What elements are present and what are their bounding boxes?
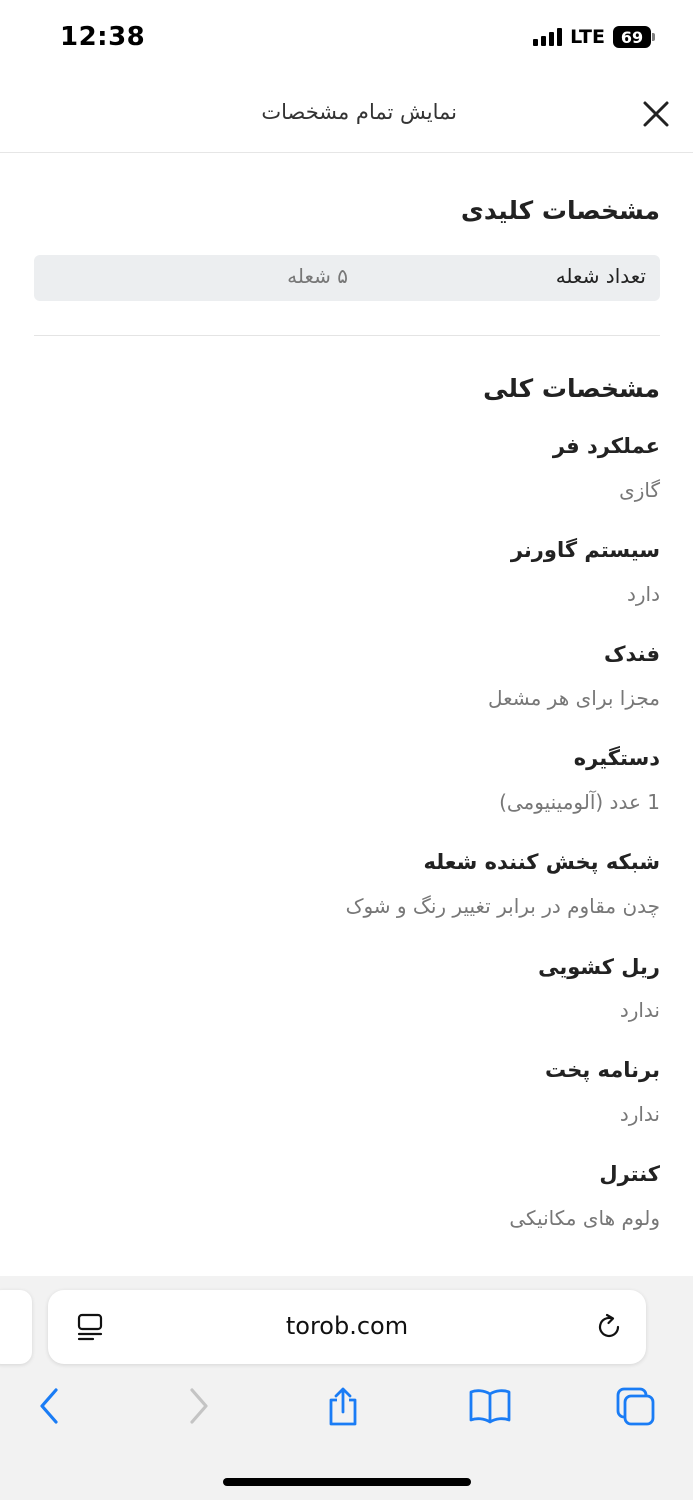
battery-icon xyxy=(613,26,655,48)
spec-value: دارد xyxy=(626,582,660,606)
battery-level: 69 xyxy=(613,26,651,48)
bookmarks-icon[interactable] xyxy=(468,1386,512,1426)
reload-icon[interactable] xyxy=(594,1312,624,1342)
page-title: نمایش تمام مشخصات xyxy=(261,100,457,124)
key-spec-label: تعداد شعله xyxy=(555,264,646,288)
spec-label: شبکه پخش کننده شعله xyxy=(423,850,660,874)
key-spec-value: ۵ شعله xyxy=(287,264,348,288)
spec-label: فندک xyxy=(604,642,660,666)
key-specs-title: مشخصات کلیدی xyxy=(460,196,660,225)
back-icon[interactable] xyxy=(36,1386,62,1426)
signal-icon xyxy=(533,28,562,46)
forward-icon[interactable] xyxy=(186,1386,212,1426)
key-spec-row xyxy=(34,255,660,301)
spec-value: ندارد xyxy=(619,998,660,1022)
spec-value: گازی xyxy=(619,478,660,502)
spec-value: چدن مقاوم در برابر تغییر رنگ و شوک xyxy=(345,894,660,918)
status-bar xyxy=(0,0,693,78)
previous-tab-preview[interactable] xyxy=(0,1290,32,1364)
home-indicator xyxy=(223,1478,471,1486)
spec-value: ندارد xyxy=(619,1102,660,1126)
spec-label: سیستم گاورنر xyxy=(510,538,660,562)
spec-value: 1 عدد (آلومینیومی) xyxy=(499,790,660,814)
spec-label: عملکرد فر xyxy=(552,434,660,458)
address-bar[interactable] xyxy=(48,1290,646,1364)
status-indicators xyxy=(533,26,655,48)
status-time: 12:38 xyxy=(60,22,146,52)
network-type: LTE xyxy=(570,26,605,48)
sheet-header xyxy=(0,78,693,153)
spec-value: مجزا برای هر مشعل xyxy=(487,686,660,710)
spec-label: ریل کشویی xyxy=(538,955,660,979)
close-icon[interactable] xyxy=(640,98,672,130)
divider xyxy=(34,335,660,336)
share-icon[interactable] xyxy=(325,1386,361,1428)
spec-label: برنامه پخت xyxy=(544,1058,660,1082)
tabs-icon[interactable] xyxy=(614,1386,658,1428)
spec-label: دستگیره xyxy=(573,746,660,770)
spec-label: کنترل xyxy=(599,1162,660,1186)
url-text[interactable]: torob.com xyxy=(285,1312,409,1340)
spec-value: ولوم های مکانیکی xyxy=(509,1206,660,1230)
general-specs-title: مشخصات کلی xyxy=(483,374,660,403)
